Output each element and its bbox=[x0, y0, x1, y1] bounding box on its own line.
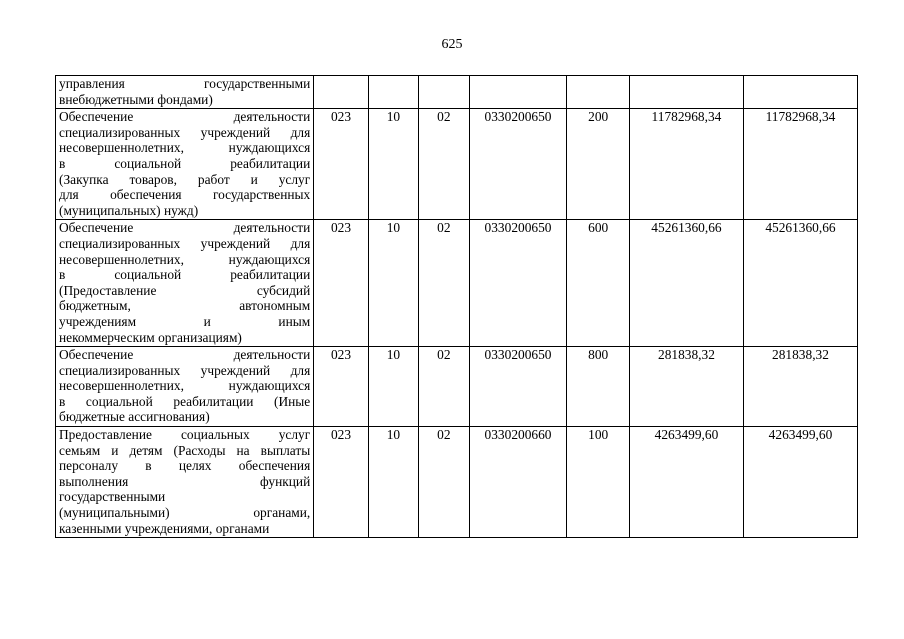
amount-year-1: 281838,32 bbox=[629, 347, 743, 427]
section-code: 10 bbox=[368, 427, 418, 538]
description-line: несовершеннолетних, нуждающихся bbox=[59, 251, 311, 267]
description-line: специализированных учреждений для bbox=[59, 124, 311, 140]
subsection-code: 02 bbox=[419, 220, 469, 347]
subsection-code bbox=[419, 76, 469, 109]
row-description bbox=[56, 76, 314, 109]
amount-year-1: 4263499,60 bbox=[629, 427, 743, 538]
amount-year-1 bbox=[629, 76, 743, 109]
department-code bbox=[314, 76, 368, 109]
department-code: 023 bbox=[314, 427, 368, 538]
expense-type-code: 100 bbox=[567, 427, 630, 538]
table-body bbox=[56, 76, 858, 538]
subsection-code: 02 bbox=[419, 347, 469, 427]
target-item-code: 0330200650 bbox=[469, 109, 567, 220]
subsection-code: 02 bbox=[419, 109, 469, 220]
description-line: (муниципальных) нужд) bbox=[59, 202, 199, 218]
description-line: управления государственными bbox=[59, 76, 311, 91]
description-line: (Предоставление субсидий bbox=[59, 282, 311, 298]
description-line: внебюджетными фондами) bbox=[59, 91, 213, 107]
description-line: специализированных учреждений для bbox=[59, 362, 311, 378]
row-description bbox=[56, 427, 314, 538]
section-code: 10 bbox=[368, 109, 418, 220]
description-line: для обеспечения государственных bbox=[59, 187, 311, 203]
section-code: 10 bbox=[368, 347, 418, 427]
description-line: (муниципальными) органами, bbox=[59, 505, 311, 521]
table-row bbox=[56, 109, 858, 220]
page-number: 625 bbox=[441, 37, 463, 52]
amount-year-2: 11782968,34 bbox=[743, 109, 857, 220]
expense-type-code: 800 bbox=[567, 347, 630, 427]
description-line: несовершеннолетних, нуждающихся bbox=[59, 378, 311, 394]
description-line: персоналу в целях обеспечения bbox=[59, 458, 311, 474]
description-line: Обеспечение деятельности bbox=[59, 109, 311, 125]
description-line: в социальной реабилитации (Иные bbox=[59, 393, 311, 409]
description-line: выполнения функций bbox=[59, 473, 311, 489]
description-line: казенными учреждениями, органами bbox=[59, 520, 270, 536]
expense-type-code bbox=[567, 76, 630, 109]
table-row bbox=[56, 220, 858, 347]
description-line: в социальной реабилитации bbox=[59, 267, 311, 283]
description-line: Обеспечение деятельности bbox=[59, 347, 311, 363]
description-line: несовершеннолетних, нуждающихся bbox=[59, 140, 311, 156]
description-line: государственными bbox=[59, 489, 166, 505]
table-row bbox=[56, 427, 858, 538]
department-code: 023 bbox=[314, 220, 368, 347]
description-line: бюджетные ассигнования) bbox=[59, 409, 210, 425]
amount-year-1: 11782968,34 bbox=[629, 109, 743, 220]
description-line: Обеспечение деятельности bbox=[59, 220, 311, 236]
row-description bbox=[56, 220, 314, 347]
budget-table bbox=[55, 75, 858, 538]
table-row bbox=[56, 347, 858, 427]
expense-type-code: 200 bbox=[567, 109, 630, 220]
description-line: специализированных учреждений для bbox=[59, 235, 311, 251]
target-item-code bbox=[469, 76, 567, 109]
target-item-code: 0330200650 bbox=[469, 347, 567, 427]
amount-year-2: 281838,32 bbox=[743, 347, 857, 427]
amount-year-2 bbox=[743, 76, 857, 109]
description-line: в социальной реабилитации bbox=[59, 155, 311, 171]
amount-year-2: 4263499,60 bbox=[743, 427, 857, 538]
description-line: некоммерческим организациям) bbox=[59, 329, 242, 345]
amount-year-1: 45261360,66 bbox=[629, 220, 743, 347]
row-description bbox=[56, 347, 314, 427]
section-code: 10 bbox=[368, 220, 418, 347]
section-code bbox=[368, 76, 418, 109]
description-line: Предоставление социальных услуг bbox=[59, 427, 311, 443]
target-item-code: 0330200660 bbox=[469, 427, 567, 538]
row-description bbox=[56, 109, 314, 220]
expense-type-code: 600 bbox=[567, 220, 630, 347]
amount-year-2: 45261360,66 bbox=[743, 220, 857, 347]
description-line: бюджетным, автономным bbox=[59, 298, 311, 314]
department-code: 023 bbox=[314, 109, 368, 220]
subsection-code: 02 bbox=[419, 427, 469, 538]
department-code: 023 bbox=[314, 347, 368, 427]
target-item-code: 0330200650 bbox=[469, 220, 567, 347]
description-line: семьям и детям (Расходы на выплаты bbox=[59, 442, 311, 458]
description-line: (Закупка товаров, работ и услуг bbox=[59, 171, 311, 187]
table-row bbox=[56, 76, 858, 109]
description-line: учреждениям и иным bbox=[59, 313, 311, 329]
